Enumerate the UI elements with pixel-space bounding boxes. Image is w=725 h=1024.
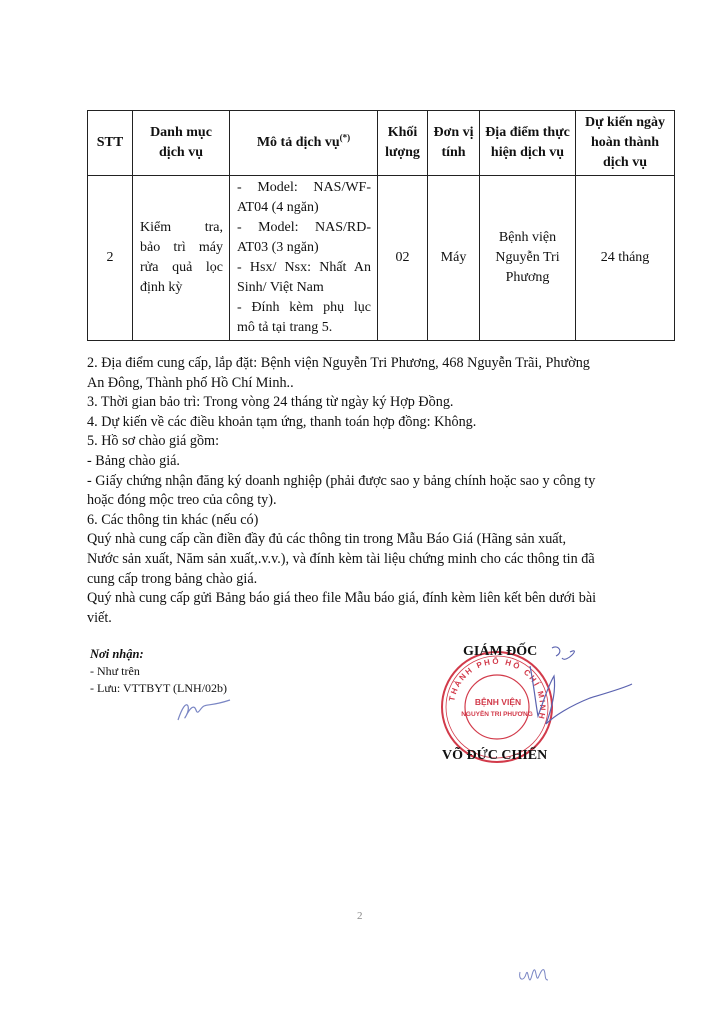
header-expected-line: Dự kiến ngày bbox=[585, 115, 665, 130]
body-line: hoặc đóng mộc treo của công ty). bbox=[87, 492, 277, 509]
stamp-center-line: NGUYỄN TRI PHƯƠNG bbox=[461, 711, 533, 718]
cell-category-line: Kiểm tra, bbox=[140, 220, 223, 235]
cell-description-line: AT03 (3 ngăn) bbox=[237, 240, 319, 255]
recipients-block bbox=[90, 646, 227, 697]
cell-location-line: Bệnh viện bbox=[498, 230, 557, 245]
initials-scribble bbox=[172, 696, 234, 726]
body-line: cung cấp trong bảng chào giá. bbox=[87, 570, 258, 587]
table-row bbox=[88, 176, 675, 341]
body-paragraphs bbox=[87, 354, 647, 628]
cell-category-line: định kỳ bbox=[140, 280, 183, 295]
body-line: - Giấy chứng nhận đăng ký doanh nghiệp (phải được sao y bảng chính hoặc sao y công ty bbox=[87, 472, 596, 489]
cell-stt: 2 bbox=[88, 176, 133, 341]
header-category-line: dịch vụ bbox=[159, 145, 203, 160]
header-location-line: hiện dịch vụ bbox=[490, 145, 565, 160]
body-line: Quý nhà cung cấp gửi Bảng báo giá theo file Mẫu báo giá, đính kèm liên kết bên dưới bài bbox=[87, 590, 597, 607]
signer-title: GIÁM ĐỐC bbox=[463, 644, 538, 659]
signer-name: VÕ ĐỨC CHIẾN bbox=[442, 748, 548, 763]
margin-scribble bbox=[516, 958, 552, 986]
body-line: Nước sản xuất, Năm sản xuất,.v.v.), và đính kèm tài liệu chứng minh cho các thông tin đã bbox=[87, 550, 595, 567]
cell-expected: 24 tháng bbox=[576, 176, 675, 341]
cell-location-line: Nguyễn Tri bbox=[495, 250, 560, 265]
cell-category-line: rửa quả lọc bbox=[140, 260, 223, 275]
header-quantity bbox=[378, 111, 428, 176]
header-description-text: Mô tả dịch vụ bbox=[256, 135, 340, 150]
cell-description-line: mô tả tại trang 5. bbox=[237, 320, 333, 335]
cell-description-line: Sinh/ Việt Nam bbox=[237, 280, 324, 295]
header-quantity-line: lượng bbox=[385, 145, 420, 160]
body-line: 4. Dự kiến về các điều khoản tạm ứng, thanh toán hợp đồng: Không. bbox=[87, 413, 477, 430]
page-number: 2 bbox=[357, 910, 363, 922]
header-category-line: Danh mục bbox=[150, 125, 212, 140]
cell-category bbox=[133, 176, 230, 341]
body-line: 2. Địa điểm cung cấp, lắp đặt: Bệnh viện Nguyễn Tri Phương, 468 Nguyễn Trãi, Phường bbox=[87, 355, 590, 371]
stamp-outer-text: THÀNH PHỐ HỒ CHÍ MINH bbox=[447, 656, 548, 722]
header-unit-line: Đơn vị bbox=[433, 125, 474, 140]
cell-description bbox=[230, 176, 378, 341]
body-line: Quý nhà cung cấp cần điền đầy đủ các thông tin trong Mẫu Báo Giá (Hãng sản xuất, bbox=[87, 531, 567, 548]
header-unit bbox=[428, 111, 480, 176]
cell-description-line: AT04 (4 ngăn) bbox=[237, 200, 319, 215]
header-description-sup: (*) bbox=[339, 132, 351, 143]
body-line: An Đông, Thành phố Hồ Chí Minh.. bbox=[87, 374, 294, 391]
body-line: 5. Hồ sơ chào giá gồm: bbox=[87, 433, 220, 450]
header-location-line: Địa điểm thực bbox=[485, 125, 570, 140]
body-line: viết. bbox=[87, 609, 112, 626]
cell-quantity: 02 bbox=[378, 176, 428, 341]
header-location bbox=[480, 111, 576, 176]
body-line: 6. Các thông tin khác (nếu có) bbox=[87, 511, 259, 528]
cell-location-line: Phương bbox=[505, 270, 550, 285]
header-expected-line: hoàn thành bbox=[590, 135, 660, 150]
cell-description-line: - Hsx/ Nsx: Nhất An bbox=[237, 260, 371, 275]
header-description bbox=[230, 111, 378, 176]
cell-description-line: - Model: NAS/RD- bbox=[237, 220, 371, 235]
table-header-row bbox=[88, 111, 675, 176]
header-quantity-line: Khối bbox=[387, 125, 418, 140]
cell-category-line: bảo trì máy bbox=[140, 240, 223, 255]
cell-description-line: - Model: NAS/WF- bbox=[237, 180, 371, 195]
cell-location bbox=[480, 176, 576, 341]
body-line: 3. Thời gian bảo trì: Trong vòng 24 tháng từ ngày ký Hợp Đồng. bbox=[87, 394, 454, 411]
recipient-item: - Như trên bbox=[90, 664, 140, 678]
stamp-center-line: BỆNH VIỆN bbox=[474, 697, 522, 707]
cell-description-line: - Đính kèm phụ lục bbox=[237, 300, 371, 315]
header-category bbox=[133, 111, 230, 176]
handwritten-signature bbox=[500, 646, 640, 738]
header-expected-line: dịch vụ bbox=[603, 155, 647, 170]
cell-unit: Máy bbox=[428, 176, 480, 341]
body-line: - Bảng chào giá. bbox=[87, 452, 180, 469]
recipient-item: - Lưu: VTTBYT (LNH/02b) bbox=[90, 681, 228, 695]
header-expected bbox=[576, 111, 675, 176]
header-unit-line: tính bbox=[441, 145, 466, 160]
header-stt: STT bbox=[88, 111, 133, 176]
recipients-label: Nơi nhận: bbox=[90, 647, 144, 661]
service-table bbox=[87, 110, 675, 341]
